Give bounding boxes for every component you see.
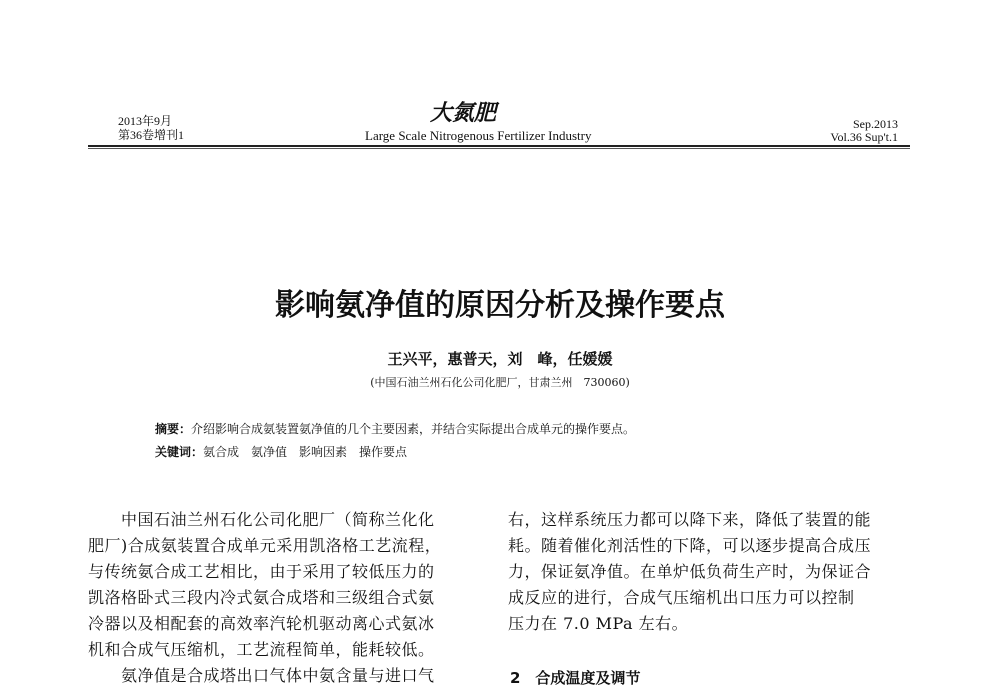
header-rule	[88, 145, 910, 147]
authors: 王兴平，惠普天，刘 峰，任媛媛	[387, 350, 613, 368]
body-line: 中国石油兰州石化公司化肥厂（简称兰化化	[88, 510, 435, 529]
body-line: 凯洛格卧式三段内冷式氨合成塔和三级组合式氨	[88, 588, 435, 607]
issue-volume-en: Vol.36 Sup't.1	[830, 130, 898, 144]
body-line: 成反应的进行，合成气压缩机出口压力可以控制	[508, 588, 855, 607]
issue-date: 2013年9月	[118, 114, 173, 128]
section-heading: 2 合成温度及调节	[510, 669, 641, 687]
journal-logo: 大氮肥	[430, 100, 497, 126]
abstract	[155, 420, 635, 437]
keywords	[155, 443, 407, 460]
keywords-text: 氨合成 氨净值 影响因素 操作要点	[203, 445, 408, 459]
abstract-text: 介绍影响合成氨装置氨净值的几个主要因素，并结合实际提出合成单元的操作要点。	[191, 422, 636, 436]
body-line: 压力在 7.0 MPa 左右。	[508, 614, 689, 633]
header-rule-thin	[88, 148, 910, 149]
affiliation: (中国石油兰州石化公司化肥厂，甘肃兰州 730060)	[370, 376, 630, 389]
body-line: 耗。随着催化剂活性的下降，可以逐步提高合成压	[508, 536, 872, 555]
keywords-label: 关键词：	[155, 445, 204, 459]
abstract-label: 摘要：	[155, 422, 192, 436]
body-line: 肥厂)合成氨装置合成单元采用凯洛格工艺流程，	[88, 536, 442, 555]
body-line: 机和合成气压缩机，工艺流程简单，能耗较低。	[88, 640, 435, 659]
paper-title: 影响氨净值的原因分析及操作要点	[275, 288, 725, 323]
issue-volume: 第36卷增刊1	[118, 128, 185, 142]
body-line: 氨净值是合成塔出口气体中氨含量与进口气	[88, 666, 435, 685]
body-line: 右，这样系统压力都可以降下来，降低了装置的能	[508, 510, 872, 529]
issue-date-en: Sep.2013	[853, 117, 898, 131]
body-line: 力，保证氨净值。在单炉低负荷生产时，为保证合	[508, 562, 872, 581]
body-line: 冷器以及相配套的高效率汽轮机驱动离心式氨冰	[88, 614, 435, 633]
journal-name: Large Scale Nitrogenous Fertilizer Industry	[365, 128, 592, 143]
body-line: 与传统氨合成工艺相比，由于采用了较低压力的	[88, 562, 435, 581]
